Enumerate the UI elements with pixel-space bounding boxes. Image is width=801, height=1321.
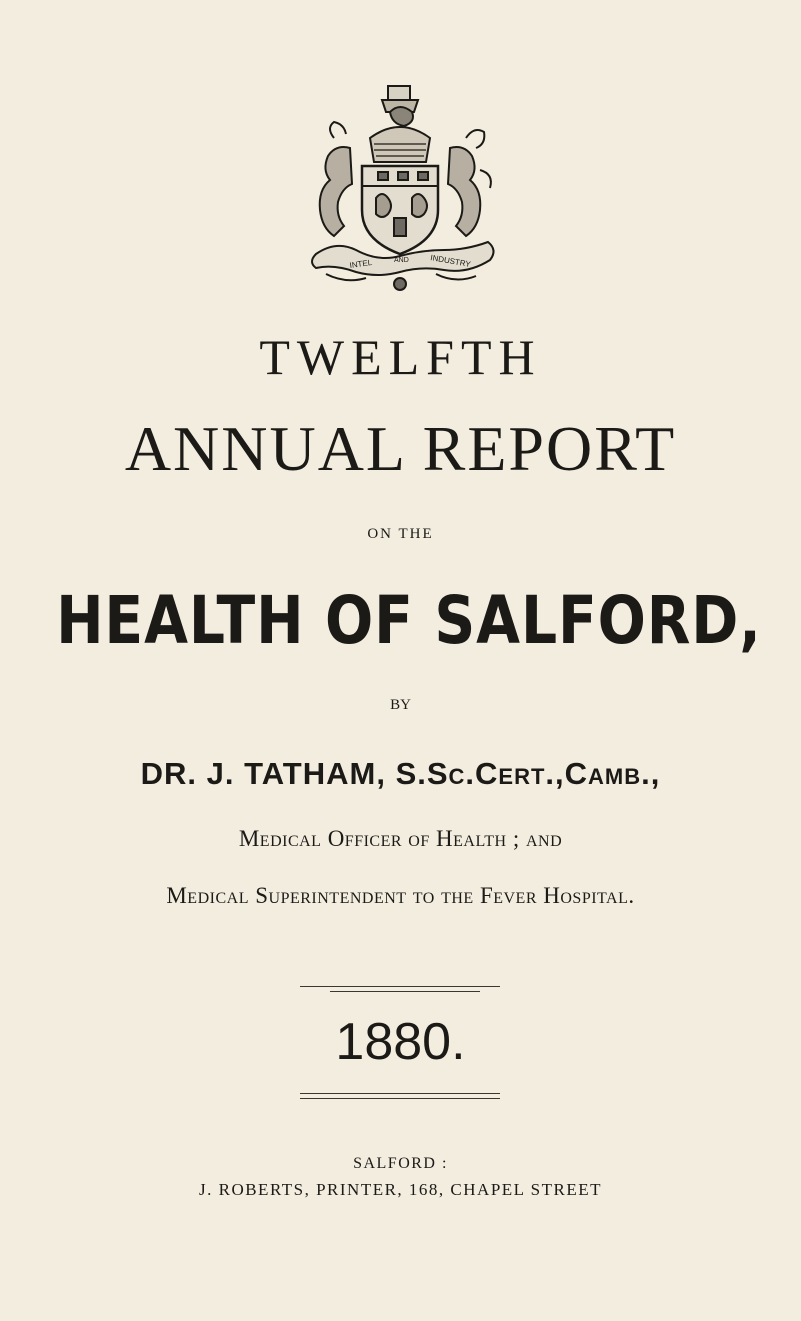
- publication-year: 1880.: [335, 1013, 466, 1071]
- imprint-printer: J. ROBERTS, PRINTER, 168, CHAPEL STREET: [198, 1180, 602, 1199]
- svg-text:INDUSTRY: INDUSTRY: [429, 253, 472, 270]
- report-subject: HEALTH OF SALFORD,: [56, 582, 762, 659]
- divider-bottom-inner: [300, 1098, 500, 1099]
- author-role-medical-officer: Medical Officer of Health ; and: [238, 826, 563, 851]
- author-name: DR. J. TATHAM,: [140, 756, 386, 791]
- divider-bottom: [300, 1093, 500, 1094]
- connector-by: BY: [390, 697, 411, 713]
- divider-top: [300, 986, 500, 987]
- divider-top-inner: [330, 991, 480, 992]
- svg-text:INTEL: INTEL: [349, 257, 373, 270]
- author-credentials: S.Sc.Cert.,Camb.,: [395, 756, 661, 791]
- salford-coat-of-arms-seal: [290, 78, 510, 300]
- svg-text:AND: AND: [394, 257, 409, 264]
- report-ordinal: TWELFTH: [259, 329, 542, 385]
- imprint-place: SALFORD :: [353, 1155, 448, 1172]
- connector-on-the: ON THE: [367, 526, 434, 542]
- report-title: ANNUAL REPORT: [124, 413, 677, 484]
- author-line: [0, 756, 801, 792]
- author-role-superintendent: Medical Superintendent to the Fever Hospital.: [166, 883, 635, 908]
